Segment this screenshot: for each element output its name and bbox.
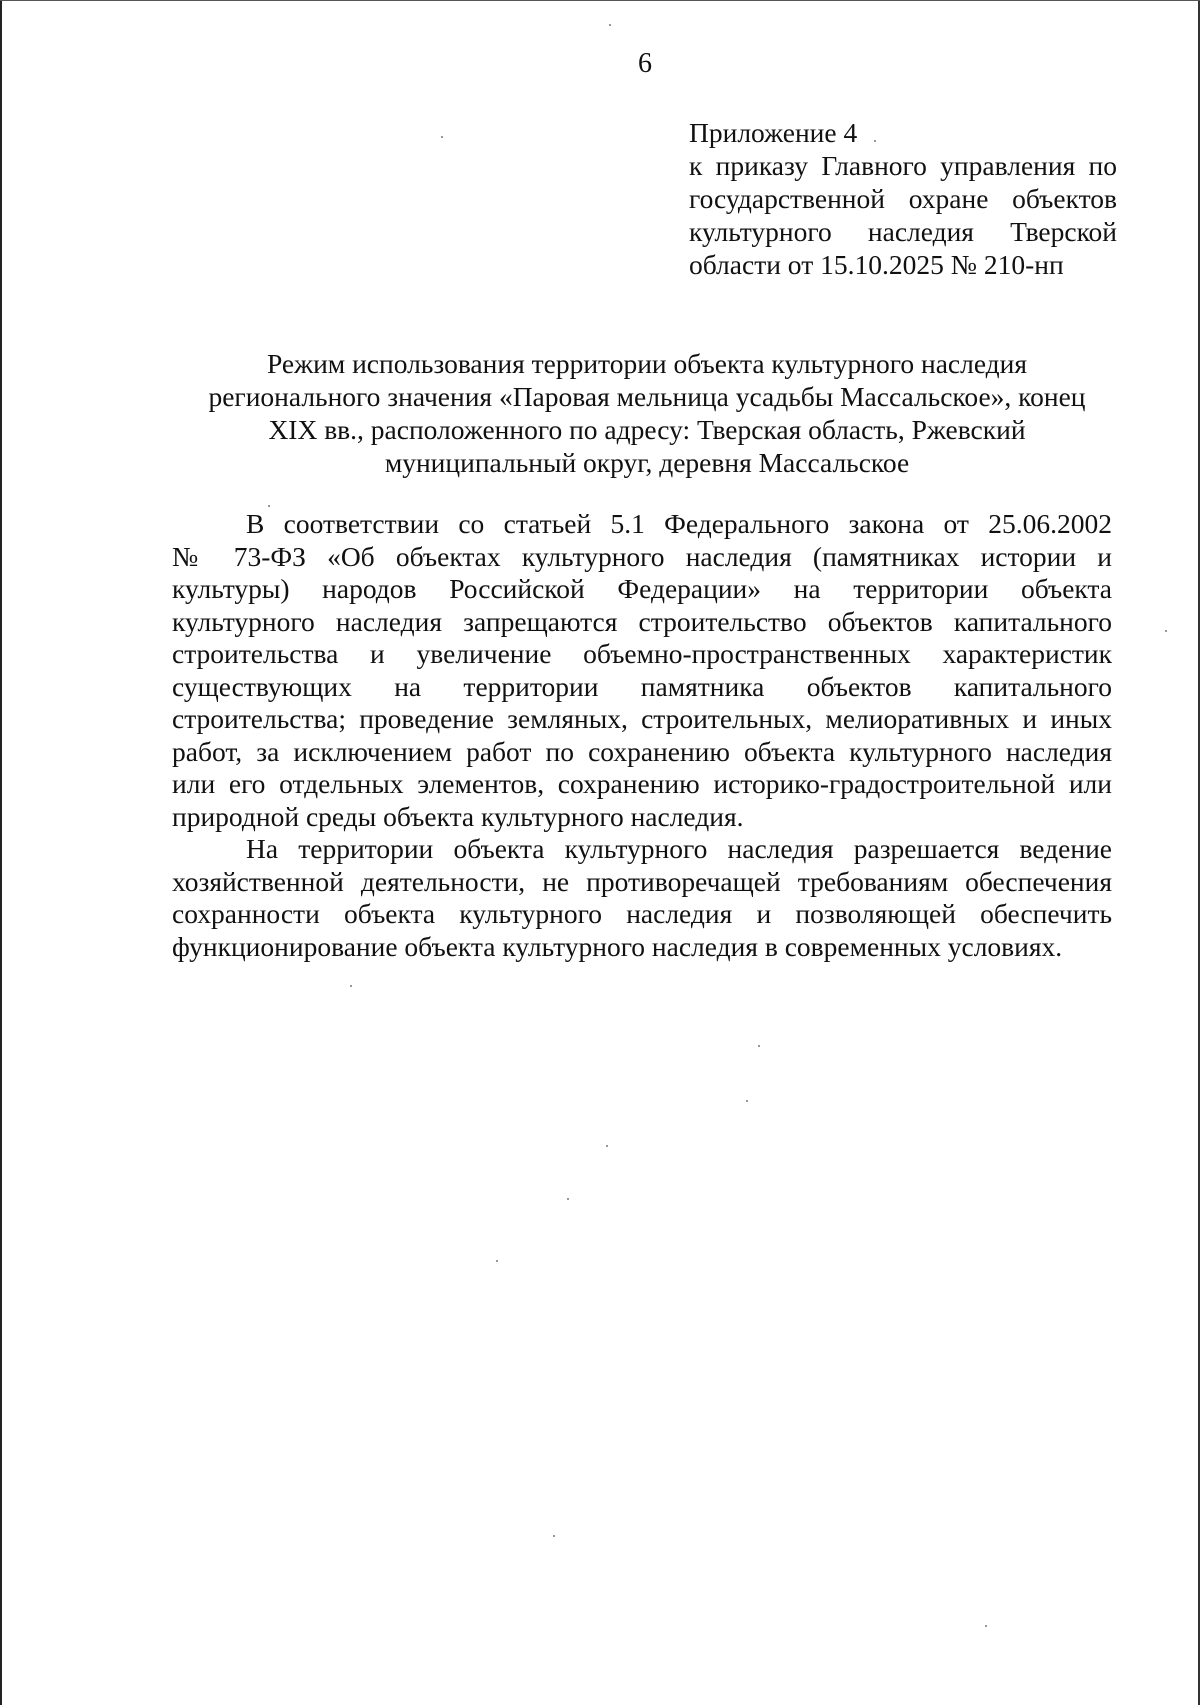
scan-speck <box>606 1145 608 1147</box>
scan-edge-left <box>0 0 2 1705</box>
paragraph-line: функционирование объекта культурного наследия в современных условиях. <box>172 930 1063 962</box>
appendix-line: государственной охране объектов <box>689 183 1117 214</box>
scan-speck <box>441 136 443 138</box>
paragraph-line: природной среды объекта культурного наследия. <box>172 800 744 832</box>
title-line: XIX вв., расположенного по адресу: Тверская область, Ржевский <box>268 414 1026 445</box>
paragraph-line: строительства и увеличение объемно-пространственных характеристик <box>172 638 1112 669</box>
scan-speck <box>268 505 270 507</box>
scan-speck <box>567 1198 569 1200</box>
paragraph-line: работ, за исключением работ по сохранению объекта культурного наследия <box>172 735 1112 767</box>
paragraph-line: строительства; проведение земляных, строительных, мелиоративных и иных <box>172 703 1112 734</box>
scan-speck <box>758 1045 760 1047</box>
scan-speck <box>1165 630 1167 632</box>
title-line: Режим использования территории объекта культурного наследия <box>266 348 1028 379</box>
scan-speck <box>746 1100 748 1102</box>
paragraph-line: В соответствии со статьей 5.1 Федерального закона от 25.06.2002 <box>246 508 1112 539</box>
paragraph-line: культурного наследия запрещаются строительство объектов капитального <box>172 605 1112 637</box>
scan-speck <box>553 1535 555 1537</box>
document-title <box>172 347 1122 479</box>
appendix-header <box>689 116 1117 281</box>
paragraph-line: существующих на территории памятника объектов капитального <box>172 670 1112 702</box>
title-line: регионального значения «Паровая мельница усадьбы Массальское», конец <box>208 381 1086 412</box>
scan-speck <box>985 1625 987 1627</box>
appendix-line: культурного наследия Тверской <box>689 216 1117 247</box>
scan-edge-top <box>0 0 1200 1</box>
appendix-line: Приложение 4 <box>689 117 858 148</box>
scan-speck <box>609 24 611 26</box>
paragraph-1 <box>172 508 1112 833</box>
appendix-line: области от 15.10.2025 № 210-нп <box>689 249 1064 280</box>
paragraph-line: сохранности объекта культурного наследия и позволяющей обеспечить <box>172 898 1112 929</box>
paragraph-line: или его отдельных элементов, сохранению историко-градостроительной или <box>172 768 1112 799</box>
scan-speck <box>496 1260 498 1262</box>
paragraph-line: На территории объекта культурного наследия разрешается ведение <box>246 833 1112 864</box>
scan-speck <box>350 985 352 987</box>
paragraph-line: хозяйственной деятельности, не противоречащей требованиям обеспечения <box>172 865 1112 897</box>
page-number: 6 <box>638 48 652 79</box>
appendix-line: к приказу Главного управления по <box>689 150 1117 181</box>
title-line: муниципальный округ, деревня Массальское <box>384 447 910 478</box>
paragraph-2 <box>172 833 1112 963</box>
paragraph-line: культуры) народов Российской Федерации» на территории объекта <box>172 573 1112 604</box>
scan-speck <box>874 140 876 142</box>
paragraph-line: № 73-ФЗ «Об объектах культурного наследия (памятниках истории и <box>172 540 1112 572</box>
document-body <box>172 508 1112 963</box>
